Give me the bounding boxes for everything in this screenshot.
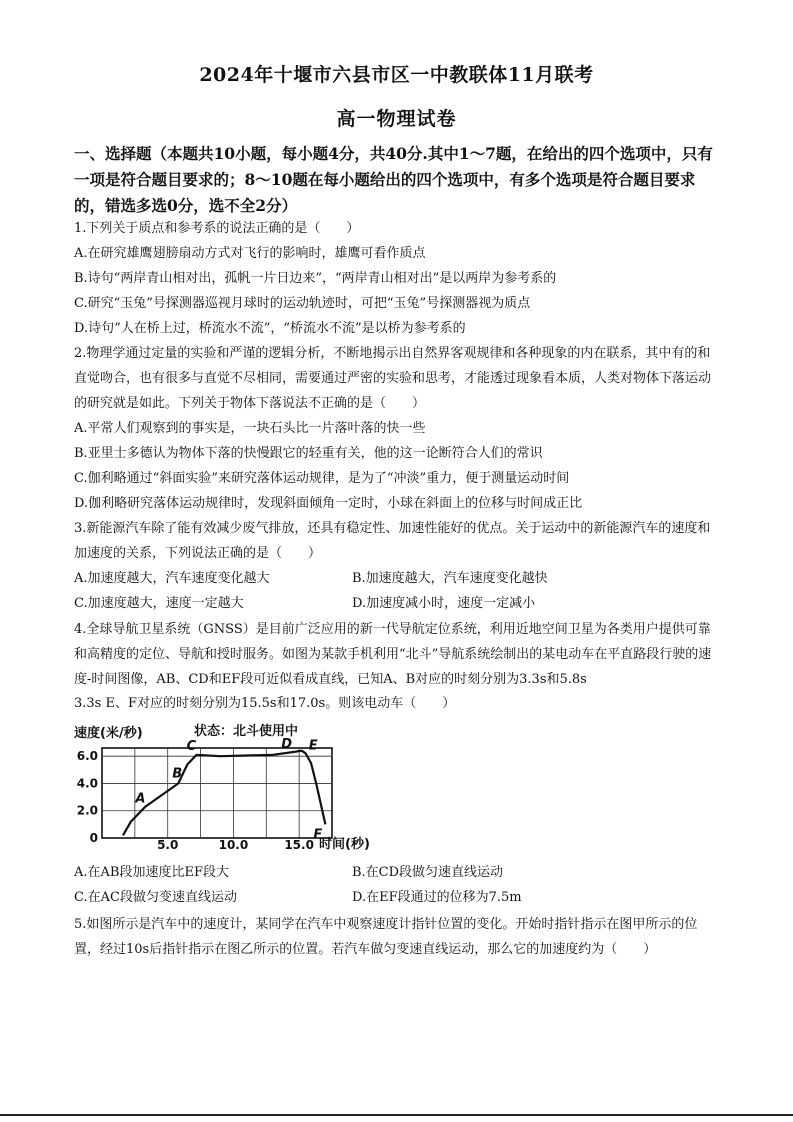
- x-tick-label: 15.0: [284, 838, 314, 852]
- q2-option-a: A.平常人们观察到的事实是，一块石头比一片落叶落的快一些: [74, 421, 426, 436]
- q1-option-b: B.诗句“两岸青山相对出，孤帆一片日边来”，“两岸青山相对出”是以两岸为参考系的: [74, 271, 557, 286]
- y-tick-label: 0: [89, 831, 98, 845]
- q5-stem: 5.如图所示是汽车中的速度计，某同学在汽车中观察速度计指针位置的变化。开始时指针指示在图甲所示的位置，经过10s后指针指示在图乙所示的位置。若汽车做匀变速直线运动，那么它的加速度约为（ ）: [74, 917, 698, 957]
- chart-tick-labels: [77, 749, 314, 852]
- page-bottom-rule: [0, 1114, 793, 1116]
- y-tick-label: 6.0: [76, 749, 98, 764]
- q2-stem: 2.物理学通过定量的实验和严谨的逻辑分析，不断地揭示出自然界客观规律和各种现象的内在联系，其中有的和直觉吻合，也有很多与直觉不尽相同，需要通过严密的实验和思考，才能透过现象看本质，人类对物体下落运动的研究就是如此。下列关于物体下落说法不正确的是（ ）: [74, 346, 712, 411]
- q1-option-d: D.诗句“人在桥上过，桥流水不流”，“桥流水不流”是以桥为参考系的: [74, 321, 466, 336]
- q4-stem: 4.全球导航卫星系统（GNSS）是目前广泛应用的新一代导航定位系统，利用近地空间卫星为各类用户提供可靠和高精度的定位、导航和授时服务。如图为某款手机利用“北斗”导航系统绘制出的某电动车在平直路段行驶的速度-时间图像，AB、CD和EF段可近似看成直线，已知A、B对应的时刻分别为3.3s和5.8s: [74, 622, 712, 687]
- point-label-c: C: [186, 739, 197, 755]
- y-tick-label: 2.0: [76, 803, 98, 818]
- y-tick-label: 4.0: [76, 776, 98, 791]
- q3-stem: 3.新能源汽车除了能有效减少废气排放，还具有稳定性、加速性能好的优点。关于运动中的新能源汽车的速度和加速度的关系，下列说法正确的是（ ）: [74, 521, 711, 561]
- q3-option-c: C.加速度越大，速度一定越大: [74, 596, 244, 611]
- chart-status-title: 状态：北斗使用中: [194, 724, 299, 739]
- q1-stem: 1.下列关于质点和参考系的说法正确的是（ ）: [74, 221, 360, 236]
- q4-option-d: D.在EF段通过的位移为7.5m: [352, 890, 522, 905]
- q2-option-c: C.伽利略通过“斜面实验”来研究落体运动规律，是为了“冲淡”重力，便于测量运动时间: [74, 471, 570, 486]
- q4-option-b: B.在CD段做匀速直线运动: [352, 865, 504, 880]
- x-tick-label: 10.0: [218, 838, 249, 852]
- point-label-f: F: [313, 827, 323, 843]
- exam-subtitle: 高一物理试卷: [336, 108, 457, 130]
- chart-series: [123, 751, 325, 836]
- velocity-time-chart: [74, 720, 394, 855]
- exam-title: 2024年十堰市六县市区一中教联体11月联考: [199, 64, 594, 86]
- section-heading: 一、选择题（本题共10小题，每小题4分，共40分.其中1～7题，在给出的四个选项中，只有一项是符合题目要求的；8～10题在每小题给出的四个选项中，有多个选项是符合题目要求的，错选多选0分，选不全2分）: [74, 144, 713, 215]
- q4-stem-continued: 3.3s E、F对应的时刻分别为15.5s和17.0s。则该电动车（ ）: [74, 696, 456, 711]
- q1-option-a: A.在研究雄鹰翅膀扇动方式对飞行的影响时，雄鹰可看作质点: [74, 246, 426, 261]
- point-label-e: E: [308, 738, 318, 754]
- q2-option-d: D.伽利略研究落体运动规律时，发现斜面倾角一定时，小球在斜面上的位移与时间成正比: [74, 496, 583, 511]
- x-tick-label: 5.0: [157, 838, 179, 852]
- chart-x-label: 时间(秒): [319, 837, 370, 852]
- q3-option-d: D.加速度减小时，速度一定减小: [352, 596, 536, 611]
- chart-y-label: 速度(米/秒): [74, 726, 143, 741]
- point-label-a: A: [135, 791, 146, 807]
- velocity-curve: [123, 751, 325, 836]
- q1-option-c: C.研究“玉兔”号探测器巡视月球时的运动轨迹时，可把“玉兔”号探测器视为质点: [74, 296, 531, 311]
- q4-option-c: C.在AC段做匀变速直线运动: [74, 890, 237, 905]
- point-label-b: B: [172, 766, 183, 782]
- q2-option-b: B.亚里士多德认为物体下落的快慢跟它的轻重有关，他的这一论断符合人们的常识: [74, 446, 543, 461]
- q3-option-b: B.加速度越大，汽车速度变化越快: [352, 571, 548, 586]
- velocity-time-svg: [74, 720, 394, 855]
- q3-option-a: A.加速度越大，汽车速度变化越大: [74, 571, 270, 586]
- q4-option-a: A.在AB段加速度比EF段大: [74, 865, 229, 880]
- point-label-d: D: [281, 737, 292, 753]
